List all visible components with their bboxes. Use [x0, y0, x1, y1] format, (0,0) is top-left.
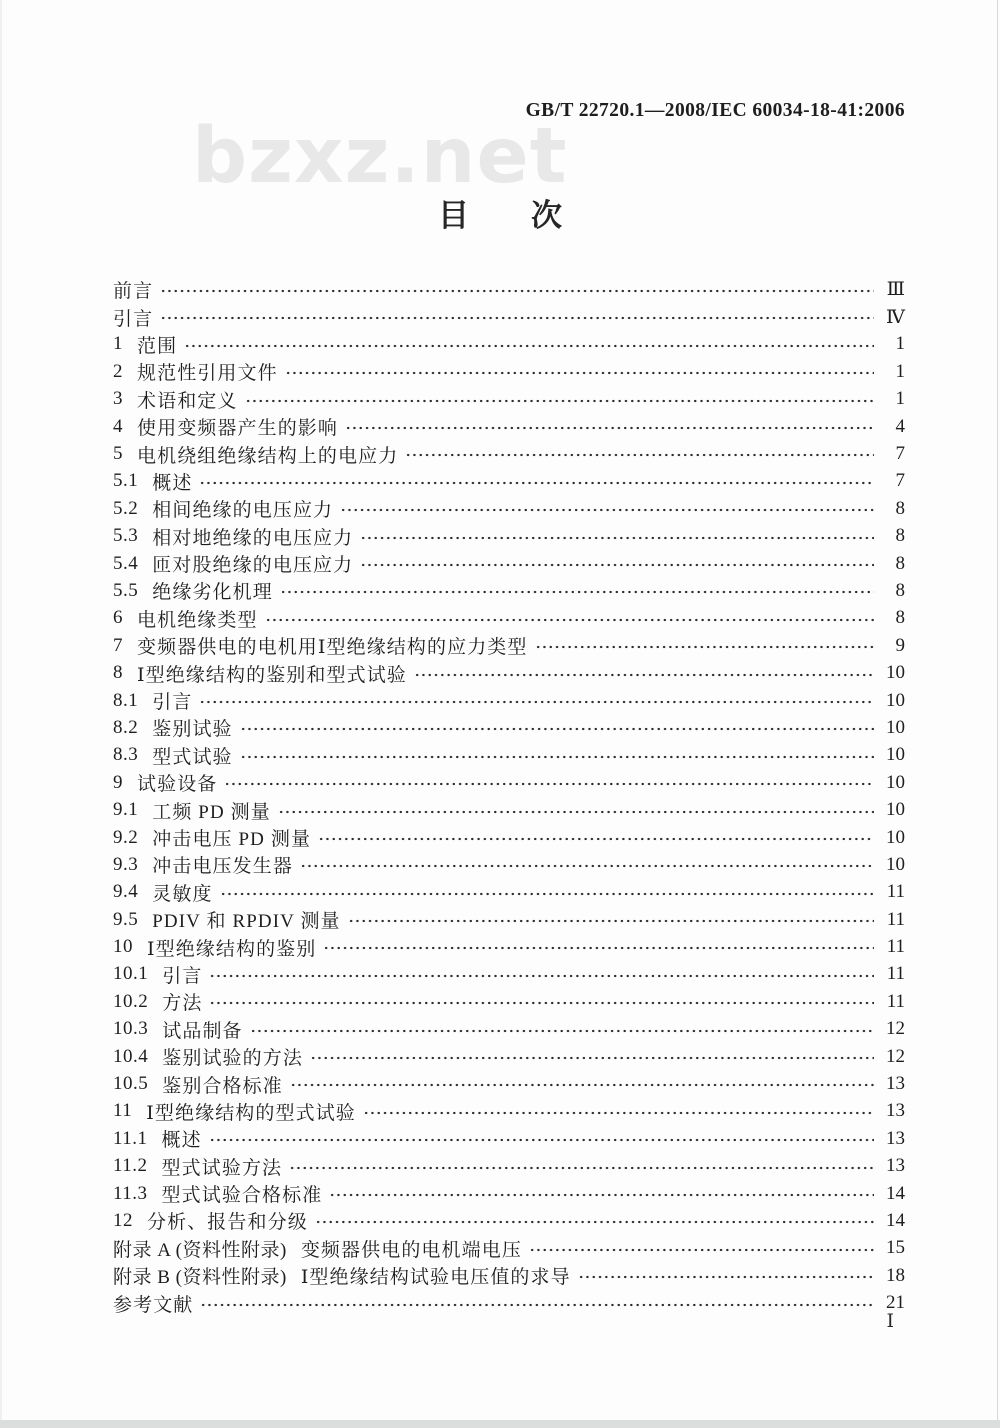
toc-page-number: 7 — [895, 443, 905, 465]
toc-entry-title: 绝缘劣化机理 — [152, 582, 273, 604]
toc-leader-dots — [278, 796, 874, 823]
toc-entry-title: 鉴别试验的方法 — [162, 1048, 303, 1070]
toc-entry — [113, 1180, 905, 1207]
toc-entry-title: Ⅰ型绝缘结构试验电压值的求导 — [300, 1267, 571, 1289]
toc-entry-title: 变频器供电的电机端电压 — [300, 1239, 522, 1261]
toc-entry — [113, 1043, 905, 1070]
toc-entry — [113, 1070, 905, 1097]
toc-leader-dots — [329, 1180, 874, 1207]
toc-entry-title: Ⅰ型绝缘结构的型式试验 — [146, 1102, 356, 1124]
toc-leader-dots — [265, 605, 874, 632]
toc-entry-title: 工频 PD 测量 — [152, 801, 271, 823]
toc-leader-dots — [160, 303, 874, 330]
toc-page-number: 11 — [886, 963, 905, 985]
toc-entry — [113, 386, 905, 413]
toc-page-number: 10 — [886, 662, 905, 684]
toc-entry-title: 相对地绝缘的电压应力 — [152, 527, 354, 549]
toc-entry-number: 11.2 — [113, 1155, 148, 1177]
toc-page-number: 9 — [895, 634, 905, 656]
toc-leader-dots — [199, 687, 874, 714]
toc-leader-dots — [250, 1016, 874, 1043]
toc-page-number: 1 — [895, 333, 905, 355]
toc-entry — [113, 1125, 905, 1152]
toc-entry — [113, 495, 905, 522]
toc-entry — [113, 1016, 905, 1043]
toc-entry-title: 电机绝缘类型 — [137, 609, 258, 631]
toc-page-number: 10 — [886, 771, 905, 793]
toc-page-number: 11 — [886, 990, 905, 1012]
toc-entry — [113, 1153, 905, 1180]
toc-page-number: Ⅳ — [886, 306, 905, 328]
toc-entry-title: 范围 — [137, 335, 178, 357]
toc-leader-dots — [280, 577, 874, 604]
page-title: 目 次 — [438, 198, 562, 233]
toc-entry-number: 8 — [113, 662, 123, 684]
toc-entry — [113, 933, 905, 960]
toc-leader-dots — [209, 961, 874, 988]
toc-entry-number: 5.5 — [113, 579, 139, 601]
toc-entry-number: 5.4 — [113, 552, 139, 574]
toc-leader-dots — [209, 988, 874, 1015]
toc-entry-title: 分析、报告和分级 — [147, 1212, 308, 1234]
toc-entry — [113, 1262, 905, 1289]
toc-entry — [113, 714, 905, 741]
standard-number-header: GB/T 22720.1—2008/IEC 60034-18-41:2006 — [525, 100, 905, 121]
toc-entry — [113, 687, 905, 714]
toc-entry-number: 9.3 — [113, 853, 139, 875]
toc-entry — [113, 523, 905, 550]
toc-entry — [113, 851, 905, 878]
toc-list — [113, 276, 905, 1317]
toc-leader-dots — [360, 523, 874, 550]
toc-entry-number: 9.2 — [113, 826, 139, 848]
toc-leader-dots — [578, 1262, 874, 1289]
toc-entry-title: 型式试验方法 — [161, 1157, 283, 1179]
toc-entry-title: 引言 — [162, 965, 203, 987]
toc-entry-number: 8.3 — [113, 744, 139, 766]
toc-page-number: 8 — [895, 607, 905, 629]
toc-entry-number: 12 — [113, 1209, 133, 1231]
toc-page-number: 4 — [895, 415, 905, 437]
toc-leader-dots — [289, 1153, 874, 1180]
toc-entry — [113, 276, 905, 303]
scan-band-bottom — [0, 1420, 1000, 1428]
toc-entry-number: 1 — [113, 333, 123, 355]
toc-entry-number: 9.1 — [113, 799, 139, 821]
toc-page-number: 11 — [886, 936, 905, 958]
toc-entry-number: 11.3 — [113, 1182, 148, 1204]
toc-page-number: 13 — [886, 1127, 905, 1149]
toc-page-number: 10 — [886, 689, 905, 711]
toc-entry — [113, 413, 905, 440]
toc-page-number: 10 — [886, 853, 905, 875]
toc-entry-number: 3 — [113, 388, 123, 410]
toc-page-number: 8 — [895, 579, 905, 601]
toc-page-number: 14 — [886, 1209, 905, 1231]
toc-leader-dots — [363, 1098, 874, 1125]
toc-entry-number: 4 — [113, 415, 123, 437]
toc-page-number: 11 — [886, 908, 905, 930]
toc-entry-title: 概述 — [161, 1130, 202, 1152]
toc-leader-dots — [285, 358, 874, 385]
toc-entry-number: 8.2 — [113, 716, 139, 738]
toc-entry — [113, 632, 905, 659]
toc-page-number: 8 — [895, 552, 905, 574]
toc-entry-number: 11 — [113, 1100, 133, 1122]
toc-page-number: 14 — [886, 1182, 905, 1204]
toc-entry-number: 5 — [113, 443, 123, 465]
toc-entry-number: 5.3 — [113, 525, 139, 547]
toc-page-number: 10 — [886, 744, 905, 766]
toc-entry-title: Ⅰ型绝缘结构的鉴别和型式试验 — [137, 664, 407, 686]
toc-entry — [113, 1207, 905, 1234]
toc-leader-dots — [184, 331, 874, 358]
toc-entry-title: 术语和定义 — [137, 390, 238, 412]
toc-leader-dots — [245, 386, 874, 413]
toc-entry-number: 7 — [113, 634, 123, 656]
toc-page-number: 10 — [886, 826, 905, 848]
toc-entry-number: 10 — [113, 936, 133, 958]
toc-leader-dots — [535, 632, 874, 659]
toc-page-number: 10 — [886, 716, 905, 738]
toc-leader-dots — [360, 550, 874, 577]
toc-leader-dots — [414, 659, 874, 686]
toc-entry — [113, 769, 905, 796]
toc-entry-title: 试验设备 — [137, 774, 218, 796]
toc-entry-number: 11.1 — [113, 1127, 148, 1149]
toc-entry-number: 5.2 — [113, 497, 139, 519]
toc-entry-title: 前言 — [113, 281, 154, 303]
footer-page-number: Ⅰ — [886, 1311, 894, 1332]
toc-entry — [113, 988, 905, 1015]
toc-entry — [113, 824, 905, 851]
toc-entry-title: 型式试验 — [152, 746, 233, 768]
toc-page-number: 7 — [895, 470, 905, 492]
toc-entry — [113, 440, 905, 467]
toc-page-number: 12 — [886, 1018, 905, 1040]
toc-page-number: 13 — [886, 1155, 905, 1177]
toc-leader-dots — [199, 468, 874, 495]
toc-entry-number: 附录 A (资料性附录) — [113, 1239, 287, 1261]
toc-page-number: 8 — [895, 497, 905, 519]
toc-entry — [113, 1235, 905, 1262]
toc-entry-number: 10.5 — [113, 1073, 149, 1095]
toc-entry — [113, 468, 905, 495]
toc-leader-dots — [310, 1043, 874, 1070]
toc-entry-title: 变频器供电的电机用Ⅰ型绝缘结构的应力类型 — [137, 637, 528, 659]
toc-page-number: 10 — [886, 799, 905, 821]
watermark-text: bzxz.net — [192, 112, 568, 201]
toc-entry-title: 引言 — [152, 692, 193, 714]
toc-entry-number: 9.5 — [113, 908, 139, 930]
toc-entry — [113, 796, 905, 823]
toc-entry-number: 8.1 — [113, 689, 139, 711]
toc-entry-title: 灵敏度 — [152, 883, 213, 905]
toc-entry-title: 匝对股绝缘的电压应力 — [152, 555, 354, 577]
toc-entry — [113, 742, 905, 769]
toc-entry-title: PDIV 和 RPDIV 测量 — [152, 911, 341, 933]
toc-entry-title: 电机绕组绝缘结构上的电应力 — [137, 445, 399, 467]
toc-entry-number: 9.4 — [113, 881, 139, 903]
toc-entry-number: 2 — [113, 360, 123, 382]
toc-entry-title: 冲击电压发生器 — [152, 856, 293, 878]
toc-entry-number: 9 — [113, 771, 123, 793]
toc-entry — [113, 577, 905, 604]
toc-entry-title: 方法 — [162, 993, 203, 1015]
toc-leader-dots — [240, 742, 874, 769]
toc-page-number: 1 — [895, 388, 905, 410]
toc-leader-dots — [220, 879, 874, 906]
toc-leader-dots — [318, 824, 874, 851]
toc-entry-title: 参考文献 — [113, 1294, 194, 1316]
toc-entry-title: 使用变频器产生的影响 — [137, 418, 339, 440]
toc-page-number: 13 — [886, 1073, 905, 1095]
toc-entry-title: 相间绝缘的电压应力 — [152, 500, 334, 522]
toc-entry-number: 10.1 — [113, 963, 149, 985]
toc-entry-number: 10.2 — [113, 990, 149, 1012]
toc-entry-number: 6 — [113, 607, 123, 629]
toc-entry-title: 规范性引用文件 — [137, 363, 278, 385]
toc-page-number: 11 — [886, 881, 905, 903]
toc-entry — [113, 550, 905, 577]
toc-entry — [113, 659, 905, 686]
toc-entry-title: 冲击电压 PD 测量 — [152, 829, 312, 850]
toc-leader-dots — [529, 1235, 874, 1262]
toc-entry-title: 试品制备 — [162, 1020, 243, 1042]
toc-leader-dots — [348, 906, 874, 933]
toc-leader-dots — [345, 413, 874, 440]
toc-page-number: 15 — [886, 1237, 905, 1259]
toc-page-number: 18 — [886, 1264, 905, 1286]
toc-entry — [113, 906, 905, 933]
toc-entry — [113, 961, 905, 988]
toc-leader-dots — [160, 276, 874, 303]
toc-entry — [113, 1098, 905, 1125]
toc-entry-title: 型式试验合格标准 — [161, 1185, 323, 1207]
toc-page-number: 1 — [895, 360, 905, 382]
toc-page-number: 12 — [886, 1045, 905, 1067]
toc-entry-title: 鉴别试验 — [152, 719, 233, 741]
toc-leader-dots — [200, 1289, 874, 1316]
toc-leader-dots — [405, 440, 874, 467]
toc-entry-number: 10.4 — [113, 1045, 149, 1067]
toc-leader-dots — [340, 495, 874, 522]
toc-leader-dots — [300, 851, 874, 878]
toc-page-number: Ⅲ — [886, 279, 905, 301]
toc-leader-dots — [290, 1070, 874, 1097]
toc-entry-title: 引言 — [113, 308, 154, 330]
toc-entry-title: 鉴别合格标准 — [162, 1075, 283, 1097]
toc-leader-dots — [224, 769, 874, 796]
toc-leader-dots — [315, 1207, 874, 1234]
toc-entry — [113, 358, 905, 385]
toc-page-number: 13 — [886, 1100, 905, 1122]
toc-entry — [113, 1289, 905, 1316]
toc-entry-number: 10.3 — [113, 1018, 149, 1040]
toc-entry-title: 概述 — [152, 472, 193, 494]
toc-entry — [113, 605, 905, 632]
toc-entry — [113, 303, 905, 330]
toc-entry — [113, 331, 905, 358]
toc-leader-dots — [323, 933, 874, 960]
toc-entry — [113, 879, 905, 906]
toc-page-number: 21 — [886, 1292, 905, 1314]
toc-entry-title: Ⅰ型绝缘结构的鉴别 — [147, 938, 317, 960]
toc-entry-number: 附录 B (资料性附录) — [113, 1267, 287, 1289]
toc-leader-dots — [209, 1125, 874, 1152]
toc-entry-number: 5.1 — [113, 470, 139, 492]
toc-page-number: 8 — [895, 525, 905, 547]
toc-leader-dots — [240, 714, 874, 741]
